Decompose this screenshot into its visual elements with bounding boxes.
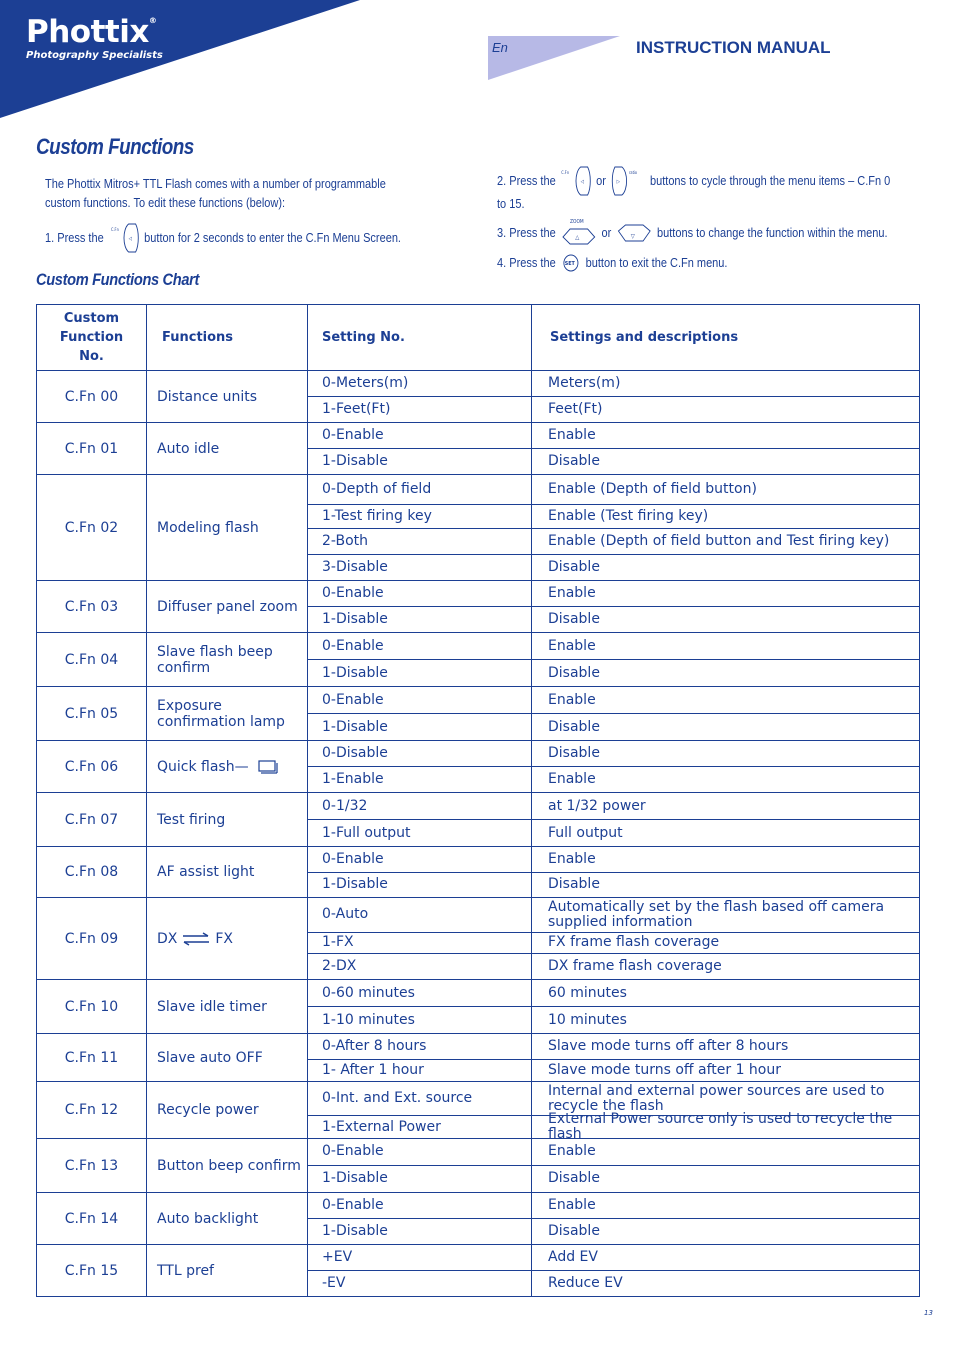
setting-description: Disable	[532, 1218, 919, 1244]
function-number: C.Fn 08	[64, 864, 119, 880]
cfn-icon-label: C.Fn	[110, 227, 119, 233]
function-name-text: TTL pref	[157, 1262, 214, 1279]
step-2-continued: to 15.	[497, 197, 525, 211]
setting-value: 0-Enable	[322, 691, 384, 708]
ratio-icon-label: ratio	[628, 170, 637, 176]
setting-description: Disable	[532, 659, 919, 686]
setting-description: Enable	[548, 427, 596, 444]
function-name-text: Recycle power	[157, 1102, 259, 1118]
function-name-text: Test firing	[157, 811, 226, 828]
setting-description: Enable (Depth of field button)	[548, 480, 757, 497]
function-name-text: Slave flash beep confirm	[157, 643, 273, 676]
function-name	[147, 1245, 307, 1296]
set-button-icon	[561, 253, 580, 273]
function-number: C.Fn 11	[64, 1049, 119, 1066]
function-name-text: Distance units	[157, 388, 258, 405]
setting-value: 1-Disable	[308, 713, 531, 740]
setting-value: 1-Full output	[308, 819, 531, 846]
step-3-suffix: buttons to change the function within the menu.	[657, 226, 888, 240]
table-row	[37, 422, 919, 474]
step-2-suffix: buttons to cycle through the menu items – C.Fn 0	[649, 174, 891, 188]
setting-description: Full output	[532, 819, 919, 846]
brand-logo	[26, 14, 156, 50]
section-title: Custom Functions	[36, 134, 194, 159]
function-number: C.Fn 01	[64, 440, 119, 457]
setting-description: Enable	[548, 850, 596, 867]
setting-description: Reduce EV	[532, 1270, 919, 1296]
setting-value: 1-FX	[308, 932, 531, 954]
zoom-icon-label: ZOOM	[569, 219, 584, 226]
zoom-up-button-icon	[561, 217, 596, 249]
function-name-text: Auto idle	[157, 440, 220, 457]
setting-value: 1-Disable	[308, 448, 531, 474]
function-name	[147, 1082, 307, 1138]
step-4-suffix: button to exit the C.Fn menu.	[585, 256, 728, 270]
setting-value: 1-Disable	[308, 1218, 531, 1244]
function-name	[147, 1034, 307, 1081]
setting-description: 10 minutes	[532, 1006, 919, 1033]
setting-value: 1-Disable	[308, 872, 531, 898]
function-number: C.Fn 05	[64, 705, 119, 722]
setting-value: 1-Enable	[308, 766, 531, 792]
setting-description: at 1/32 power	[548, 797, 646, 814]
svg-text:▽: ▽	[630, 233, 635, 241]
setting-value: 1- After 1 hour	[308, 1059, 531, 1081]
fx-label: FX	[215, 930, 234, 947]
step-4-prefix: 4. Press the	[497, 256, 556, 270]
svg-text:◁: ◁	[580, 179, 584, 186]
setting-description: Disable	[532, 606, 919, 632]
setting-description: Automatically set by the flash based off camera supplied information	[548, 898, 885, 930]
setting-description: Disable	[548, 745, 600, 762]
set-icon-label: SET	[564, 260, 575, 268]
step-1-prefix: 1. Press the	[45, 231, 104, 245]
setting-value: 1-Disable	[308, 659, 531, 686]
table-row	[37, 1138, 919, 1192]
setting-value: 0-Enable	[322, 1143, 384, 1160]
function-number: C.Fn 04	[64, 651, 119, 668]
setting-value: 0-Enable	[322, 637, 384, 654]
setting-description: Enable	[548, 691, 596, 708]
setting-value: 1-Feet(Ft)	[308, 396, 531, 422]
function-number: C.Fn 14	[64, 1210, 119, 1227]
setting-value: 0-Meters(m)	[322, 375, 409, 392]
setting-description: Enable	[548, 637, 596, 654]
cfn-button-icon	[109, 221, 139, 255]
brand-name: Phottix	[26, 14, 149, 50]
step-4	[497, 252, 727, 274]
function-name	[147, 423, 307, 474]
function-name-text: Button beep confirm	[157, 1157, 301, 1174]
setting-value: 0-Auto	[322, 906, 369, 923]
dx-label: DX	[157, 930, 178, 947]
setting-description: Slave mode turns off after 8 hours	[548, 1038, 789, 1055]
step-3-prefix: 3. Press the	[497, 226, 556, 240]
setting-value: 2-DX	[308, 953, 531, 979]
header-settings-descriptions: Settings and descriptions	[550, 330, 739, 345]
table-row	[37, 846, 919, 897]
cfn-left-button-icon	[561, 164, 591, 198]
quick-flash-icon	[257, 760, 279, 774]
setting-description: Enable	[532, 766, 919, 792]
custom-functions-table	[36, 304, 920, 1297]
cfn-left-icon-label: C.Fn	[560, 170, 569, 176]
function-number: C.Fn 02	[64, 519, 119, 536]
function-number: C.Fn 12	[64, 1102, 119, 1118]
setting-description: FX frame flash coverage	[532, 932, 919, 954]
table-row	[37, 979, 919, 1033]
setting-value: 0-After 8 hours	[322, 1038, 427, 1055]
function-number: C.Fn 15	[64, 1262, 119, 1279]
function-name-text: AF assist light	[157, 864, 255, 880]
function-number: C.Fn 07	[64, 811, 119, 828]
page-number: 13	[924, 1309, 933, 1317]
function-name-text: Quick flash—	[157, 758, 249, 775]
setting-value: 0-60 minutes	[322, 984, 415, 1001]
function-number: C.Fn 06	[64, 758, 119, 775]
setting-value: 2-Both	[308, 528, 531, 554]
table-row	[37, 1033, 919, 1081]
setting-description: Disable	[532, 872, 919, 898]
setting-description: 60 minutes	[548, 984, 627, 1001]
function-name	[147, 633, 307, 686]
setting-value: 0-1/32	[322, 797, 368, 814]
table-row	[37, 897, 919, 979]
setting-description: Internal and external power sources are used to recycle the flash	[548, 1082, 885, 1114]
table-row	[37, 1192, 919, 1244]
step-3-or: or	[601, 226, 612, 240]
function-name-text: Diffuser panel zoom	[157, 598, 298, 615]
svg-text:△: △	[575, 234, 580, 242]
setting-description: Disable	[532, 554, 919, 580]
function-name	[147, 793, 307, 846]
setting-description: Enable	[548, 585, 596, 602]
manual-title: INSTRUCTION MANUAL	[636, 38, 831, 57]
setting-description: Add EV	[548, 1249, 598, 1266]
setting-value: 3-Disable	[308, 554, 531, 580]
function-name	[147, 1139, 307, 1192]
function-name	[147, 371, 307, 422]
chart-title: Custom Functions Chart	[36, 270, 199, 289]
step-1-suffix: button for 2 seconds to enter the C.Fn Menu Screen.	[144, 231, 402, 245]
function-name-text: Auto backlight	[157, 1210, 259, 1227]
registered-mark: ®	[148, 16, 157, 25]
step-2-or: or	[596, 174, 606, 188]
function-name	[147, 581, 307, 632]
setting-value: 0-Enable	[322, 850, 384, 867]
setting-value: 1-External Power	[308, 1115, 531, 1138]
function-name	[147, 475, 307, 580]
setting-description: Enable (Depth of field button and Test firing key)	[532, 528, 919, 554]
setting-value: -EV	[308, 1270, 531, 1296]
setting-description: External Power source only is used to recycle the flash	[532, 1115, 919, 1138]
function-name	[147, 847, 307, 897]
function-number: C.Fn 00	[64, 388, 119, 405]
setting-description: Disable	[532, 448, 919, 474]
intro-paragraph: The Phottix Mitros+ TTL Flash comes with a number of programmable custom functions. To edit these functions (below):	[45, 177, 386, 210]
function-number: C.Fn 09	[64, 930, 119, 947]
setting-description: Enable (Test firing key)	[532, 504, 919, 529]
setting-value: 1-Test firing key	[308, 504, 531, 529]
table-header-row	[37, 305, 919, 370]
setting-description: Disable	[532, 1165, 919, 1192]
setting-value: 0-Enable	[322, 427, 384, 444]
setting-description: Feet(Ft)	[532, 396, 919, 422]
setting-value: 0-Depth of field	[322, 480, 432, 497]
setting-value: 0-Int. and Ext. source	[322, 1090, 473, 1107]
setting-description: Disable	[532, 713, 919, 740]
table-row	[37, 686, 919, 740]
setting-value: +EV	[322, 1249, 353, 1266]
table-row	[37, 792, 919, 846]
ratio-right-button-icon	[611, 164, 644, 198]
setting-description: Slave mode turns off after 1 hour	[532, 1059, 919, 1081]
language-label: En	[492, 40, 508, 55]
function-name	[147, 898, 307, 979]
setting-value: 0-Disable	[322, 745, 388, 762]
step-2-prefix: 2. Press the	[497, 174, 556, 188]
setting-value: 1-10 minutes	[308, 1006, 531, 1033]
table-row	[37, 580, 919, 632]
function-number: C.Fn 13	[64, 1157, 119, 1174]
table-row	[37, 632, 919, 686]
setting-description: Enable	[548, 1197, 596, 1214]
svg-text:▷: ▷	[616, 179, 620, 186]
function-name-text: Slave auto OFF	[157, 1049, 263, 1066]
step-2	[497, 163, 890, 199]
setting-description: DX frame flash coverage	[532, 953, 919, 979]
step-1	[45, 220, 401, 256]
function-name	[147, 741, 307, 792]
table-row	[37, 1081, 919, 1142]
step-3	[497, 216, 888, 250]
setting-description: Meters(m)	[548, 375, 621, 392]
setting-value: 0-Enable	[322, 1197, 384, 1214]
brand-tagline: Photography Specialists	[26, 50, 163, 61]
setting-value: 1-Disable	[308, 1165, 531, 1192]
function-name	[147, 687, 307, 740]
table-row	[37, 740, 919, 792]
header-setting-no: Setting No.	[322, 330, 405, 345]
header-functions: Functions	[162, 329, 234, 345]
setting-value: 1-Disable	[308, 606, 531, 632]
table-row	[37, 1244, 919, 1296]
function-name-text: Modeling flash	[157, 519, 259, 536]
swap-arrows-icon	[181, 932, 211, 946]
function-name	[147, 1193, 307, 1244]
function-name-text: Slave idle timer	[157, 998, 267, 1015]
setting-value: 0-Enable	[322, 585, 384, 602]
zoom-down-button-icon	[617, 217, 652, 249]
function-number: C.Fn 10	[64, 998, 119, 1015]
header-custom-function-no: Custom Function No.	[59, 311, 124, 364]
function-number: C.Fn 03	[64, 598, 119, 615]
table-row	[37, 474, 919, 580]
svg-text:◁: ◁	[128, 236, 132, 243]
setting-description: Enable	[548, 1143, 596, 1160]
table-row	[37, 370, 919, 422]
function-name-text: Exposure confirmation lamp	[157, 697, 285, 730]
function-name	[147, 980, 307, 1033]
